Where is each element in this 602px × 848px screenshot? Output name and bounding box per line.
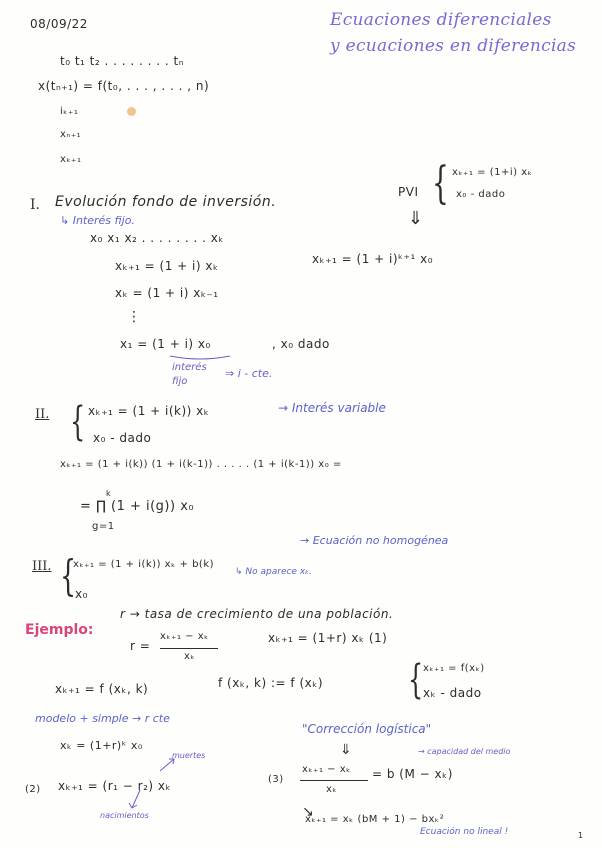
page-title-line1: Ecuaciones diferenciales [330,10,552,30]
no-lineal-note: Ecuación no lineal ! [420,827,509,837]
eq3-arrow: ↘ [302,804,315,820]
pvi-eq2: x₀ - dado [456,189,506,200]
eq2: xₖ₊₁ = (r₁ − r₂) xₖ [58,779,172,793]
date: 08/09/22 [30,17,88,31]
eq3-label: (3) [268,774,284,785]
section3-numeral: III. [32,559,52,574]
modelo-eq: xₖ = (1+r)ᵏ x₀ [60,739,143,752]
section3-eq1: xₖ₊₁ = (1 + i(k)) xₖ + b(k) [73,559,215,570]
section2-expansion: xₖ₊₁ = (1 + i(k)) (1 + i(k-1)) . . . . . (1 + i(k-1)) x₀ = [60,459,342,470]
nacimientos-label: nacimientos [100,811,149,820]
interes-label-1: interés [172,362,207,373]
modelo-text: modelo + simple → r cte [35,712,170,725]
muertes-arrow [160,757,180,771]
section2-numeral: II. [35,407,50,422]
section1-sequence: x₀ x₁ x₂ . . . . . . . . xₖ [90,231,224,245]
r-fraction-bar [160,648,218,649]
ejemplo-label: Ejemplo: [25,622,94,638]
interes-label-2: fijo [172,376,188,387]
highlight-dot [127,107,136,116]
x-k1-label: xₖ₊₁ [60,154,82,165]
eq3-denominator: xₖ [326,784,338,795]
pvi-label: PVI [398,185,419,199]
page-number: 1 [578,831,584,840]
system-eq1: xₖ₊₁ = f(xₖ) [423,663,485,674]
section1-numeral: I. [30,197,40,213]
section1-title: Evolución fondo de inversión. [55,194,277,210]
system-brace: { [408,657,424,703]
section2-eq1-note: → Interés variable [278,401,386,415]
pvi-eq1: xₖ₊₁ = (1+i) xₖ [452,167,533,178]
r-numerator: xₖ₊₁ − xₖ [160,631,209,642]
eq3-fraction-bar [300,780,368,781]
section1-subtitle: ↳ Interés fijo. [60,214,135,227]
section1-eq3-note: , x₀ dado [272,337,330,351]
eq2-label: (2) [25,784,41,795]
growth-rate-definition: r → tasa de crecimiento de una población. [120,607,394,621]
eq3-numerator: xₖ₊₁ − xₖ [302,764,351,775]
section2-product: = ∏ (1 + i(g)) x₀ [80,499,195,514]
general-eq2: f (xₖ, k) := f (xₖ) [218,676,324,690]
logistica-arrow: ⇓ [340,742,353,758]
section2-eq1: xₖ₊₁ = (1 + i(k)) xₖ [88,404,210,418]
interes-implication: ⇒ i - cte. [225,367,273,380]
section3-brace: { [60,551,77,600]
section3-eq1-note: → Ecuación no homogénea [300,534,449,547]
muertes-label: muertes [172,751,206,760]
function-definition: x(tₙ₊₁) = f(t₀, . . . , . . . , n) [38,79,210,93]
nacimientos-arrow [128,790,144,812]
section2-eq2: x₀ - dado [93,431,152,445]
eq3-rhs: = b (M − xₖ) [372,767,453,781]
product-lower: g=1 [92,521,115,532]
system-eq2: xₖ - dado [423,686,482,700]
product-upper: k [106,489,112,498]
r-eq2: xₖ₊₁ = (1+r) xₖ (1) [268,631,388,645]
logistica-label: "Corrección logística" [302,722,432,736]
i-k1-label: iₖ₊₁ [60,106,79,117]
section1-eq1: xₖ₊₁ = (1 + i) xₖ [115,259,219,273]
pvi-down-arrow: ⇓ [408,208,424,229]
x-n1-label: xₙ₊₁ [60,129,82,140]
eq3-result: xₖ₊₁ = xₖ (bM + 1) − bxₖ² [305,814,445,825]
time-sequence: t₀ t₁ t₂ . . . . . . . . tₙ [60,54,185,68]
section3-eq2: x₀ [75,587,88,601]
capacidad-label: → capacidad del medio [418,747,511,756]
section1-eq3: x₁ = (1 + i) x₀ [120,337,211,351]
section1-vdots: ⋮ [127,309,142,325]
section1-eq2: xₖ = (1 + i) xₖ₋₁ [115,286,219,300]
section2-brace: { [70,399,86,445]
pvi-result: xₖ₊₁ = (1 + i)ᵏ⁺¹ x₀ [312,252,434,266]
interes-underline [170,352,230,362]
pvi-brace: { [432,158,449,209]
r-eq-lhs: r = [130,639,151,653]
r-denominator: xₖ [184,651,196,662]
page-title-line2: y ecuaciones en diferencias [330,36,577,56]
section3-eq1-sub: ↳ No aparece xₖ. [235,567,312,577]
general-eq1: xₖ₊₁ = f (xₖ, k) [55,682,149,696]
